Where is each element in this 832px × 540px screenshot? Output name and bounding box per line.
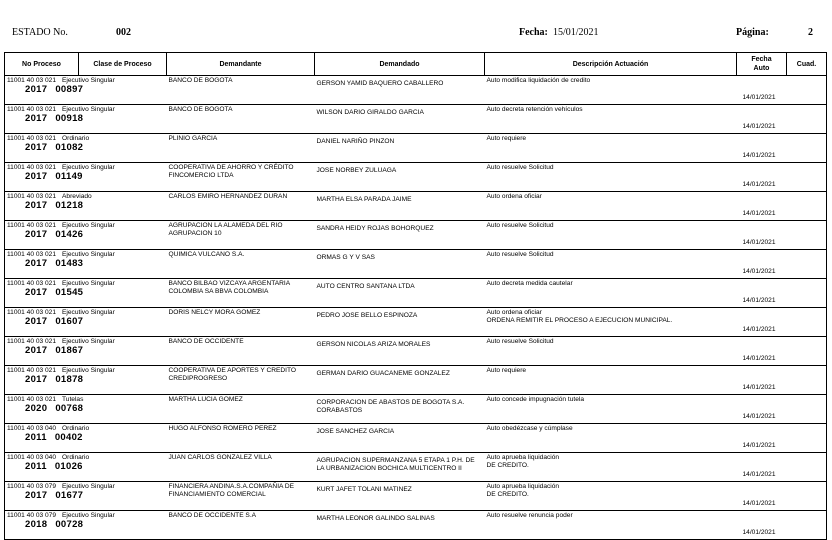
pagina-label: Página: — [736, 27, 769, 38]
proceso-cell — [5, 453, 167, 482]
cuad-cell — [787, 453, 827, 482]
descripcion-cell: Auto concede impugnación tutela — [485, 395, 737, 424]
cuad-cell — [787, 76, 827, 105]
cuad-cell — [787, 221, 827, 250]
proceso-prefix: 11001 40 03 021 — [7, 367, 57, 374]
descripcion-cell: Auto requiere — [485, 134, 737, 163]
proceso-cell — [5, 308, 167, 337]
demandado-cell: GERSON NICOLAS ARIZA MORALES — [315, 337, 485, 366]
table-row — [5, 76, 827, 105]
proceso-cell — [5, 482, 167, 511]
fecha-auto-cell: 14/01/2021 — [737, 511, 787, 540]
fecha-auto-cell: 14/01/2021 — [737, 192, 787, 221]
cuad-cell — [787, 337, 827, 366]
col-demandado: Demandado — [315, 53, 485, 76]
descripcion-cell: Auto resuelve Solicitud — [485, 250, 737, 279]
proceso-year: 2017 — [25, 112, 48, 124]
demandante-cell: MARTHA LUCIA GOMEZ — [167, 395, 315, 424]
clase-proceso: Ordinario — [62, 425, 90, 432]
proceso-number: 01218 — [55, 199, 84, 211]
cuad-cell — [787, 308, 827, 337]
demandado-cell: GERSON YAMID BAQUERO CABALLERO — [315, 76, 485, 105]
table-row — [5, 279, 827, 308]
proceso-year: 2017 — [25, 286, 48, 298]
table-row — [5, 221, 827, 250]
table-row — [5, 308, 827, 337]
demandado-cell: JOSE SANCHEZ GARCIA — [315, 424, 485, 453]
descripcion-cell: Auto resuelve renuncia poder — [485, 511, 737, 540]
proceso-prefix: 11001 40 03 079 — [7, 483, 57, 490]
cuad-cell — [787, 105, 827, 134]
proceso-prefix: 11001 40 03 040 — [7, 454, 57, 461]
descripcion-cell: Auto obedézcase y cúmplase — [485, 424, 737, 453]
proceso-number: 01483 — [55, 257, 84, 269]
proceso-cell — [5, 279, 167, 308]
cuad-cell — [787, 482, 827, 511]
proceso-cell — [5, 221, 167, 250]
fecha-auto-cell: 14/01/2021 — [737, 424, 787, 453]
fecha-auto-cell: 14/01/2021 — [737, 105, 787, 134]
proceso-number: 00918 — [55, 112, 84, 124]
clase-proceso: Ejecutivo Singular — [62, 222, 115, 229]
fecha-auto-cell: 14/01/2021 — [737, 279, 787, 308]
clase-proceso: Ejecutivo Singular — [62, 483, 115, 490]
descripcion-cell: Auto requiere — [485, 366, 737, 395]
proceso-cell — [5, 105, 167, 134]
proceso-year: 2017 — [25, 257, 48, 269]
cuad-cell — [787, 134, 827, 163]
proceso-prefix: 11001 40 03 040 — [7, 425, 57, 432]
proceso-prefix: 11001 40 03 079 — [7, 512, 57, 519]
descripcion-cell: Auto decreta medida cautelar — [485, 279, 737, 308]
proceso-prefix: 11001 40 03 021 — [7, 193, 57, 200]
proceso-prefix: 11001 40 03 021 — [7, 280, 57, 287]
demandado-cell: KURT JAFET TOLANI MATINEZ — [315, 482, 485, 511]
table-row — [5, 511, 827, 540]
demandado-cell: AUTO CENTRO SANTANA LTDA — [315, 279, 485, 308]
proceso-cell — [5, 163, 167, 192]
demandante-cell: JUAN CARLOS GONZALEZ VILLA — [167, 453, 315, 482]
proceso-cell — [5, 337, 167, 366]
descripcion-cell: Auto aprueba liquidación DE CREDITO. — [485, 482, 737, 511]
clase-proceso: Ejecutivo Singular — [62, 164, 115, 171]
demandante-cell: AGRUPACION LA ALAMEDA DEL RIO AGRUPACION 10 — [167, 221, 315, 250]
demandante-cell: BANCO DE OCCIDENTE S.A — [167, 511, 315, 540]
proceso-prefix: 11001 40 03 021 — [7, 164, 57, 171]
demandado-cell: MARTHA LEONOR GALINDO SALINAS — [315, 511, 485, 540]
proceso-year: 2017 — [25, 141, 48, 153]
proceso-cell — [5, 76, 167, 105]
proceso-number: 00728 — [55, 518, 84, 530]
demandado-cell: GERMAN DARIO GUACANEME GONZALEZ — [315, 366, 485, 395]
cuad-cell — [787, 279, 827, 308]
fecha-auto-cell: 14/01/2021 — [737, 337, 787, 366]
proceso-year: 2017 — [25, 373, 48, 385]
proceso-prefix: 11001 40 03 021 — [7, 309, 57, 316]
fecha-auto-cell: 14/01/2021 — [737, 163, 787, 192]
col-clase: Clase de Proceso — [79, 53, 167, 76]
table-row — [5, 366, 827, 395]
descripcion-cell: Auto resuelve Solicitud — [485, 163, 737, 192]
descripcion-cell: Auto aprueba liquidación DE CREDITO. — [485, 453, 737, 482]
demandante-cell: COOPERATIVA DE APORTES Y CREDITO CREDIPROGRESO — [167, 366, 315, 395]
proceso-year: 2017 — [25, 170, 48, 182]
table-row — [5, 105, 827, 134]
proceso-prefix: 11001 40 03 021 — [7, 77, 57, 84]
proceso-year: 2017 — [25, 83, 48, 95]
estado-label: ESTADO No. — [12, 27, 68, 38]
proceso-cell — [5, 511, 167, 540]
proceso-year: 2017 — [25, 315, 48, 327]
table-header — [5, 53, 827, 76]
proceso-number: 01149 — [55, 170, 83, 182]
demandante-cell: FINANCIERA ANDINA.S.A.COMPAÑIA DE FINANCIAMIENTO COMERCIAL — [167, 482, 315, 511]
proceso-prefix: 11001 40 03 021 — [7, 222, 57, 229]
proceso-number: 01545 — [55, 286, 84, 298]
proceso-number: 00897 — [55, 83, 84, 95]
proceso-year: 2011 — [25, 431, 47, 443]
demandante-cell: HUGO ALFONSO ROMERO PEREZ — [167, 424, 315, 453]
table-row — [5, 192, 827, 221]
demandado-cell: PEDRO JOSE BELLO ESPINOZA — [315, 308, 485, 337]
descripcion-cell: Auto resuelve Solicitud — [485, 337, 737, 366]
pagina-value: 2 — [808, 27, 813, 38]
fecha-auto-cell: 14/01/2021 — [737, 482, 787, 511]
descripcion-cell: Auto ordena oficiar — [485, 192, 737, 221]
table-row — [5, 337, 827, 366]
fecha-auto-cell: 14/01/2021 — [737, 250, 787, 279]
cuad-cell — [787, 163, 827, 192]
proceso-number: 01878 — [55, 373, 84, 385]
descripcion-cell: Auto ordena oficiar ORDENA REMITIR EL PROCESO A EJECUCION MUNICIPAL. — [485, 308, 737, 337]
fecha-value: 15/01/2021 — [553, 27, 599, 38]
demandado-cell: WILSON DARIO GIRALDO GARCIA — [315, 105, 485, 134]
proceso-year: 2018 — [25, 518, 48, 530]
descripcion-cell: Auto modifica liquidación de credito — [485, 76, 737, 105]
demandante-cell: CARLOS EMIRO HERNANDEZ DURAN — [167, 192, 315, 221]
table-row — [5, 250, 827, 279]
proceso-number: 00768 — [55, 402, 84, 414]
col-no-proceso: No Proceso — [5, 53, 79, 76]
table-row — [5, 163, 827, 192]
proceso-prefix: 11001 40 03 021 — [7, 396, 57, 403]
cuad-cell — [787, 250, 827, 279]
proceso-number: 00402 — [54, 431, 83, 443]
demandado-cell: AGRUPACION SUPERMANZANA 5 ETAPA 1 P.H. DE LA URBANIZACION BOCHICA MULTICENTRO II — [315, 453, 485, 482]
fecha-auto-cell: 14/01/2021 — [737, 453, 787, 482]
col-demandante: Demandante — [167, 53, 315, 76]
proceso-cell — [5, 192, 167, 221]
fecha-auto-cell: 14/01/2021 — [737, 134, 787, 163]
proceso-prefix: 11001 40 03 021 — [7, 251, 57, 258]
cuad-cell — [787, 366, 827, 395]
proceso-year: 2017 — [25, 489, 48, 501]
clase-proceso: Ordinario — [62, 135, 90, 142]
clase-proceso: Ejecutivo Singular — [62, 280, 115, 287]
demandante-cell: DORIS NELCY MORA GOMEZ — [167, 308, 315, 337]
col-cuad: Cuad. — [787, 53, 827, 76]
proceso-prefix: 11001 40 03 021 — [7, 135, 57, 142]
clase-proceso: Ejecutivo Singular — [62, 512, 115, 519]
fecha-label: Fecha: — [519, 27, 548, 38]
demandante-cell: BANCO DE OCCIDENTE — [167, 337, 315, 366]
clase-proceso: Ejecutivo Singular — [62, 309, 115, 316]
demandado-cell: DANIEL NARIÑO PINZON — [315, 134, 485, 163]
proceso-number: 01426 — [55, 228, 84, 240]
fecha-auto-cell: 14/01/2021 — [737, 366, 787, 395]
demandante-cell: COOPERATIVA DE AHORRO Y CRÉDITO FINCOMERCIO LTDA — [167, 163, 315, 192]
proceso-cell — [5, 134, 167, 163]
demandante-cell: BANCO DE BOGOTA — [167, 105, 315, 134]
col-descripcion: Descripción Actuación — [485, 53, 737, 76]
demandante-cell: BANCO BILBAO VIZCAYA ARGENTARIA COLOMBIA SA BBVA COLOMBIA — [167, 279, 315, 308]
table-row — [5, 453, 827, 482]
fecha-auto-cell: 14/01/2021 — [737, 76, 787, 105]
clase-proceso: Ordinario — [62, 454, 90, 461]
proceso-number: 01867 — [55, 344, 84, 356]
proceso-year: 2017 — [25, 228, 48, 240]
descripcion-cell: Auto decreta retención vehículos — [485, 105, 737, 134]
table-row — [5, 134, 827, 163]
cuad-cell — [787, 424, 827, 453]
fecha-auto-cell: 14/01/2021 — [737, 221, 787, 250]
cuad-cell — [787, 192, 827, 221]
col-fecha-auto: Fecha Auto — [737, 53, 787, 76]
fecha-auto-cell: 14/01/2021 — [737, 395, 787, 424]
clase-proceso: Ejecutivo Singular — [62, 338, 115, 345]
proceso-number: 01607 — [55, 315, 84, 327]
demandante-cell: BANCO DE BOGOTA — [167, 76, 315, 105]
demandado-cell: JOSE NORBEY ZULUAGA — [315, 163, 485, 192]
clase-proceso: Tutelas — [62, 396, 84, 403]
proceso-cell — [5, 395, 167, 424]
clase-proceso: Ejecutivo Singular — [62, 106, 115, 113]
table-row — [5, 424, 827, 453]
table-row — [5, 482, 827, 511]
table-row — [5, 395, 827, 424]
proceso-cell — [5, 250, 167, 279]
demandado-cell: CORPORACION DE ABASTOS DE BOGOTA S.A. CORABASTOS — [315, 395, 485, 424]
cuad-cell — [787, 395, 827, 424]
demandante-cell: QUIMICA VULCANO S.A. — [167, 250, 315, 279]
clase-proceso: Abreviado — [62, 193, 92, 200]
proceso-year: 2017 — [25, 199, 48, 211]
estado-table — [4, 52, 827, 540]
proceso-prefix: 11001 40 03 021 — [7, 106, 57, 113]
demandado-cell: SANDRA HEIDY ROJAS BOHORQUEZ — [315, 221, 485, 250]
proceso-year: 2011 — [25, 460, 47, 472]
clase-proceso: Ejecutivo Singular — [62, 367, 115, 374]
demandado-cell: ORMAS G Y V SAS — [315, 250, 485, 279]
proceso-number: 01026 — [54, 460, 83, 472]
descripcion-cell: Auto resuelve Solicitud — [485, 221, 737, 250]
demandante-cell: PLINIO GARCIA — [167, 134, 315, 163]
proceso-year: 2020 — [25, 402, 48, 414]
clase-proceso: Ejecutivo Singular — [62, 77, 115, 84]
proceso-number: 01082 — [55, 141, 84, 153]
cuad-cell — [787, 511, 827, 540]
proceso-cell — [5, 366, 167, 395]
proceso-number: 01677 — [55, 489, 84, 501]
demandado-cell: MARTHA ELSA PARADA JAIME — [315, 192, 485, 221]
proceso-year: 2017 — [25, 344, 48, 356]
estado-value: 002 — [116, 27, 131, 38]
proceso-prefix: 11001 40 03 021 — [7, 338, 57, 345]
fecha-auto-cell: 14/01/2021 — [737, 308, 787, 337]
proceso-cell — [5, 424, 167, 453]
clase-proceso: Ejecutivo Singular — [62, 251, 115, 258]
